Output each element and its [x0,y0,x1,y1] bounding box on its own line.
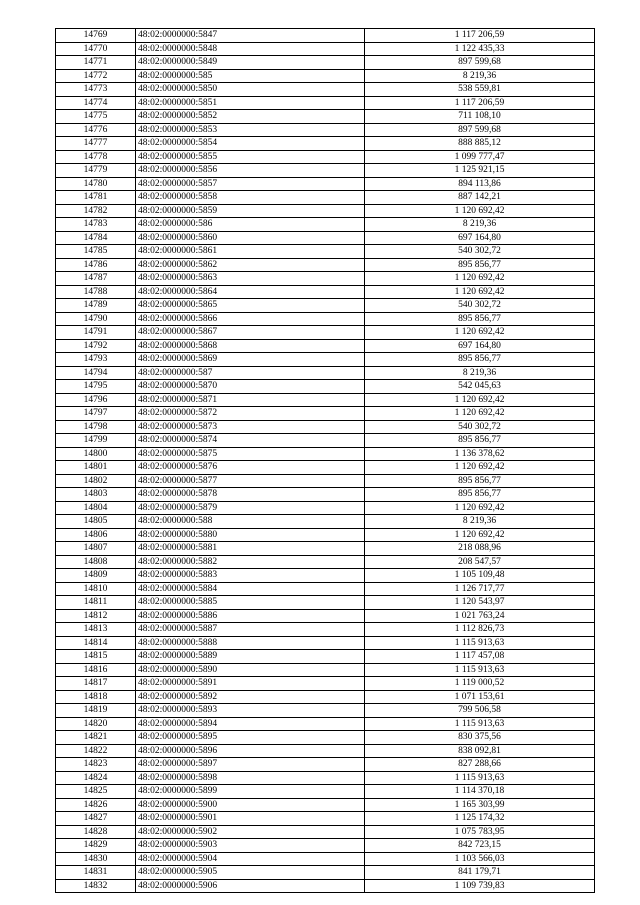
table-row [56,771,595,785]
row-number-cell: 14814 [56,636,136,650]
cadastral-number-cell: 48:02:0000000:5867 [136,326,365,340]
cadastral-number-cell: 48:02:0000000:5871 [136,393,365,407]
cadastral-value-cell: 1 103 566,03 [365,852,595,866]
cadastral-number-cell: 48:02:0000000:5851 [136,96,365,110]
row-number-cell: 14780 [56,177,136,191]
table-row [56,191,595,205]
table-body [56,29,595,893]
cadastral-number-cell: 48:02:0000000:5855 [136,150,365,164]
table-row [56,393,595,407]
cadastral-number-cell: 48:02:0000000:5897 [136,758,365,772]
row-number-cell: 14808 [56,555,136,569]
cadastral-number-cell: 48:02:0000000:5879 [136,501,365,515]
cadastral-value-cell: 1 021 763,24 [365,609,595,623]
table-row [56,461,595,475]
cadastral-value-cell: 1 120 692,42 [365,528,595,542]
row-number-cell: 14792 [56,339,136,353]
row-number-cell: 14804 [56,501,136,515]
row-number-cell: 14830 [56,852,136,866]
cadastral-number-cell: 48:02:0000000:5899 [136,785,365,799]
cadastral-value-cell: 1 120 543,97 [365,596,595,610]
row-number-cell: 14802 [56,474,136,488]
cadastral-value-cell: 894 113,86 [365,177,595,191]
table-row [56,69,595,83]
cadastral-number-cell: 48:02:0000000:5847 [136,29,365,43]
row-number-cell: 14797 [56,407,136,421]
row-number-cell: 14829 [56,839,136,853]
cadastral-value-cell: 888 885,12 [365,137,595,151]
row-number-cell: 14774 [56,96,136,110]
cadastral-number-cell: 48:02:0000000:5849 [136,56,365,70]
cadastral-number-cell: 48:02:0000000:5892 [136,690,365,704]
row-number-cell: 14776 [56,123,136,137]
row-number-cell: 14810 [56,582,136,596]
cadastral-value-cell: 1 125 921,15 [365,164,595,178]
cadastral-number-cell: 48:02:0000000:5864 [136,285,365,299]
row-number-cell: 14805 [56,515,136,529]
table-row [56,218,595,232]
cadastral-number-cell: 48:02:0000000:5894 [136,717,365,731]
cadastral-value-cell: 8 219,36 [365,366,595,380]
cadastral-value-cell: 1 105 109,48 [365,569,595,583]
cadastral-number-cell: 48:02:0000000:5890 [136,663,365,677]
cadastral-value-cell: 1 120 692,42 [365,461,595,475]
cadastral-value-cell: 697 164,80 [365,231,595,245]
cadastral-number-cell: 48:02:0000000:5868 [136,339,365,353]
cadastral-value-cell: 1 165 303,99 [365,798,595,812]
cadastral-number-cell: 48:02:0000000:585 [136,69,365,83]
cadastral-number-cell: 48:02:0000000:5870 [136,380,365,394]
row-number-cell: 14815 [56,650,136,664]
table-row [56,636,595,650]
cadastral-number-cell: 48:02:0000000:5893 [136,704,365,718]
table-row [56,596,595,610]
table-row [56,353,595,367]
row-number-cell: 14772 [56,69,136,83]
cadastral-value-cell: 1 114 370,18 [365,785,595,799]
row-number-cell: 14783 [56,218,136,232]
cadastral-value-cell: 897 599,68 [365,123,595,137]
cadastral-number-cell: 48:02:0000000:5881 [136,542,365,556]
table-row [56,528,595,542]
row-number-cell: 14807 [56,542,136,556]
row-number-cell: 14787 [56,272,136,286]
cadastral-value-table [55,28,595,893]
table-row [56,852,595,866]
cadastral-value-cell: 711 108,10 [365,110,595,124]
cadastral-number-cell: 48:02:0000000:5863 [136,272,365,286]
cadastral-value-cell: 895 856,77 [365,474,595,488]
cadastral-number-cell: 48:02:0000000:5874 [136,434,365,448]
cadastral-value-cell: 838 092,81 [365,744,595,758]
cadastral-value-cell: 540 302,72 [365,245,595,259]
cadastral-value-cell: 1 099 777,47 [365,150,595,164]
cadastral-number-cell: 48:02:0000000:5901 [136,812,365,826]
cadastral-value-cell: 895 856,77 [365,258,595,272]
cadastral-value-cell: 540 302,72 [365,299,595,313]
cadastral-value-cell: 895 856,77 [365,312,595,326]
cadastral-number-cell: 48:02:0000000:5903 [136,839,365,853]
cadastral-value-cell: 827 288,66 [365,758,595,772]
table-row [56,272,595,286]
table-row [56,299,595,313]
row-number-cell: 14817 [56,677,136,691]
table-row [56,555,595,569]
table-row [56,380,595,394]
cadastral-value-cell: 1 125 174,32 [365,812,595,826]
row-number-cell: 14782 [56,204,136,218]
cadastral-value-cell: 697 164,80 [365,339,595,353]
row-number-cell: 14798 [56,420,136,434]
table-row [56,825,595,839]
table-row [56,690,595,704]
cadastral-value-cell: 1 117 206,59 [365,29,595,43]
table-row [56,204,595,218]
row-number-cell: 14826 [56,798,136,812]
cadastral-value-cell: 1 112 826,73 [365,623,595,637]
table-row [56,731,595,745]
cadastral-value-cell: 1 115 913,63 [365,636,595,650]
row-number-cell: 14784 [56,231,136,245]
cadastral-number-cell: 48:02:0000000:5882 [136,555,365,569]
cadastral-number-cell: 48:02:0000000:5852 [136,110,365,124]
table-row [56,758,595,772]
table-row [56,488,595,502]
table-row [56,812,595,826]
table-row [56,663,595,677]
table-row [56,56,595,70]
row-number-cell: 14800 [56,447,136,461]
cadastral-value-cell: 8 219,36 [365,69,595,83]
cadastral-number-cell: 48:02:0000000:5878 [136,488,365,502]
cadastral-value-cell: 540 302,72 [365,420,595,434]
row-number-cell: 14795 [56,380,136,394]
row-number-cell: 14793 [56,353,136,367]
cadastral-value-cell: 895 856,77 [365,353,595,367]
cadastral-value-cell: 895 856,77 [365,488,595,502]
table-row [56,177,595,191]
cadastral-number-cell: 48:02:0000000:5850 [136,83,365,97]
table-row [56,312,595,326]
row-number-cell: 14821 [56,731,136,745]
table-row [56,798,595,812]
cadastral-number-cell: 48:02:0000000:5872 [136,407,365,421]
table-row [56,123,595,137]
table-row [56,609,595,623]
row-number-cell: 14790 [56,312,136,326]
cadastral-value-cell: 1 120 692,42 [365,326,595,340]
cadastral-number-cell: 48:02:0000000:5858 [136,191,365,205]
row-number-cell: 14828 [56,825,136,839]
table-row [56,420,595,434]
cadastral-value-cell: 1 120 692,42 [365,407,595,421]
row-number-cell: 14788 [56,285,136,299]
row-number-cell: 14777 [56,137,136,151]
row-number-cell: 14823 [56,758,136,772]
table-row [56,677,595,691]
row-number-cell: 14825 [56,785,136,799]
cadastral-number-cell: 48:02:0000000:5887 [136,623,365,637]
cadastral-number-cell: 48:02:0000000:5880 [136,528,365,542]
table-row [56,704,595,718]
row-number-cell: 14820 [56,717,136,731]
cadastral-number-cell: 48:02:0000000:5906 [136,879,365,893]
table-row [56,866,595,880]
row-number-cell: 14813 [56,623,136,637]
row-number-cell: 14816 [56,663,136,677]
cadastral-value-cell: 842 723,15 [365,839,595,853]
row-number-cell: 14791 [56,326,136,340]
cadastral-number-cell: 48:02:0000000:5900 [136,798,365,812]
cadastral-number-cell: 48:02:0000000:5862 [136,258,365,272]
table-row [56,366,595,380]
row-number-cell: 14824 [56,771,136,785]
cadastral-number-cell: 48:02:0000000:5902 [136,825,365,839]
cadastral-value-cell: 1 117 457,08 [365,650,595,664]
row-number-cell: 14806 [56,528,136,542]
cadastral-value-cell: 1 120 692,42 [365,393,595,407]
row-number-cell: 14775 [56,110,136,124]
cadastral-number-cell: 48:02:0000000:5884 [136,582,365,596]
row-number-cell: 14832 [56,879,136,893]
cadastral-value-cell: 1 115 913,63 [365,663,595,677]
cadastral-value-cell: 1 115 913,63 [365,717,595,731]
row-number-cell: 14771 [56,56,136,70]
table-row [56,164,595,178]
cadastral-number-cell: 48:02:0000000:5875 [136,447,365,461]
cadastral-value-cell: 542 045,63 [365,380,595,394]
table-row [56,515,595,529]
cadastral-value-cell: 1 120 692,42 [365,285,595,299]
cadastral-value-cell: 897 599,68 [365,56,595,70]
document-page [55,28,591,893]
table-row [56,501,595,515]
cadastral-value-cell: 1 122 435,33 [365,42,595,56]
row-number-cell: 14770 [56,42,136,56]
row-number-cell: 14809 [56,569,136,583]
cadastral-number-cell: 48:02:0000000:5848 [136,42,365,56]
cadastral-value-cell: 895 856,77 [365,434,595,448]
cadastral-value-cell: 538 559,81 [365,83,595,97]
table-row [56,447,595,461]
cadastral-number-cell: 48:02:0000000:5885 [136,596,365,610]
table-row [56,42,595,56]
table-row [56,582,595,596]
table-row [56,231,595,245]
cadastral-value-cell: 1 115 913,63 [365,771,595,785]
cadastral-number-cell: 48:02:0000000:5891 [136,677,365,691]
table-row [56,150,595,164]
cadastral-number-cell: 48:02:0000000:5865 [136,299,365,313]
table-row [56,879,595,893]
row-number-cell: 14803 [56,488,136,502]
cadastral-number-cell: 48:02:0000000:5876 [136,461,365,475]
row-number-cell: 14785 [56,245,136,259]
table-row [56,744,595,758]
row-number-cell: 14822 [56,744,136,758]
table-row [56,407,595,421]
cadastral-value-cell: 1 120 692,42 [365,204,595,218]
table-row [56,326,595,340]
row-number-cell: 14819 [56,704,136,718]
table-row [56,137,595,151]
row-number-cell: 14818 [56,690,136,704]
cadastral-value-cell: 887 142,21 [365,191,595,205]
cadastral-value-cell: 799 506,58 [365,704,595,718]
table-row [56,839,595,853]
cadastral-number-cell: 48:02:0000000:5889 [136,650,365,664]
cadastral-number-cell: 48:02:0000000:5883 [136,569,365,583]
row-number-cell: 14778 [56,150,136,164]
cadastral-number-cell: 48:02:0000000:5904 [136,852,365,866]
table-row [56,29,595,43]
cadastral-number-cell: 48:02:0000000:588 [136,515,365,529]
row-number-cell: 14796 [56,393,136,407]
cadastral-number-cell: 48:02:0000000:5857 [136,177,365,191]
cadastral-value-cell: 1 109 739,83 [365,879,595,893]
cadastral-number-cell: 48:02:0000000:5856 [136,164,365,178]
cadastral-value-cell: 1 117 206,59 [365,96,595,110]
cadastral-number-cell: 48:02:0000000:5869 [136,353,365,367]
cadastral-number-cell: 48:02:0000000:5873 [136,420,365,434]
table-row [56,434,595,448]
table-row [56,285,595,299]
row-number-cell: 14799 [56,434,136,448]
table-row [56,569,595,583]
table-row [56,96,595,110]
table-row [56,623,595,637]
row-number-cell: 14789 [56,299,136,313]
row-number-cell: 14773 [56,83,136,97]
table-row [56,785,595,799]
row-number-cell: 14786 [56,258,136,272]
cadastral-number-cell: 48:02:0000000:5898 [136,771,365,785]
cadastral-number-cell: 48:02:0000000:5877 [136,474,365,488]
cadastral-number-cell: 48:02:0000000:5854 [136,137,365,151]
row-number-cell: 14811 [56,596,136,610]
row-number-cell: 14831 [56,866,136,880]
table-row [56,258,595,272]
cadastral-number-cell: 48:02:0000000:5895 [136,731,365,745]
cadastral-value-cell: 8 219,36 [365,515,595,529]
row-number-cell: 14781 [56,191,136,205]
row-number-cell: 14794 [56,366,136,380]
cadastral-value-cell: 1 120 692,42 [365,501,595,515]
cadastral-number-cell: 48:02:0000000:587 [136,366,365,380]
table-row [56,110,595,124]
cadastral-number-cell: 48:02:0000000:5905 [136,866,365,880]
cadastral-number-cell: 48:02:0000000:5860 [136,231,365,245]
cadastral-value-cell: 841 179,71 [365,866,595,880]
cadastral-number-cell: 48:02:0000000:5853 [136,123,365,137]
table-row [56,339,595,353]
row-number-cell: 14827 [56,812,136,826]
cadastral-value-cell: 1 136 378,62 [365,447,595,461]
row-number-cell: 14801 [56,461,136,475]
table-row [56,542,595,556]
cadastral-number-cell: 48:02:0000000:5888 [136,636,365,650]
cadastral-value-cell: 1 120 692,42 [365,272,595,286]
cadastral-value-cell: 218 088,96 [365,542,595,556]
table-row [56,245,595,259]
cadastral-value-cell: 1 126 717,77 [365,582,595,596]
cadastral-value-cell: 1 119 000,52 [365,677,595,691]
cadastral-number-cell: 48:02:0000000:586 [136,218,365,232]
row-number-cell: 14769 [56,29,136,43]
table-row [56,83,595,97]
cadastral-number-cell: 48:02:0000000:5859 [136,204,365,218]
cadastral-value-cell: 1 075 783,95 [365,825,595,839]
table-row [56,474,595,488]
cadastral-value-cell: 1 071 153,61 [365,690,595,704]
cadastral-number-cell: 48:02:0000000:5886 [136,609,365,623]
cadastral-number-cell: 48:02:0000000:5896 [136,744,365,758]
cadastral-value-cell: 830 375,56 [365,731,595,745]
cadastral-number-cell: 48:02:0000000:5861 [136,245,365,259]
cadastral-number-cell: 48:02:0000000:5866 [136,312,365,326]
table-row [56,717,595,731]
cadastral-value-cell: 8 219,36 [365,218,595,232]
table-row [56,650,595,664]
cadastral-value-cell: 208 547,57 [365,555,595,569]
row-number-cell: 14812 [56,609,136,623]
row-number-cell: 14779 [56,164,136,178]
